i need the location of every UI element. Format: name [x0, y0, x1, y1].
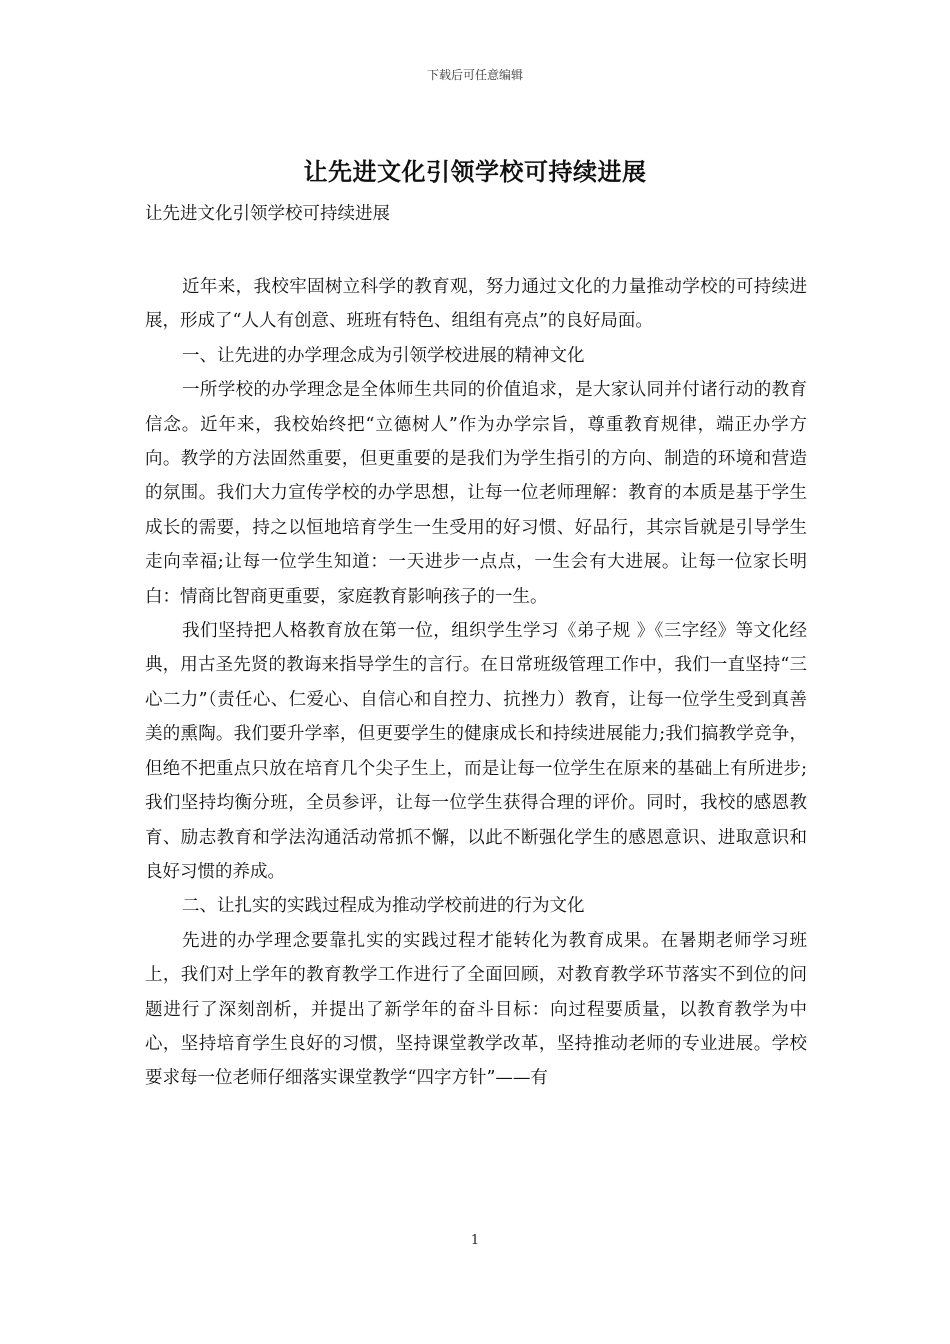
document-body: [145, 270, 807, 1096]
section-heading-1: 一、让先进的办学理念成为引领学校进展的精神文化: [182, 345, 585, 366]
header-note: 下载后可任意编辑: [426, 68, 523, 82]
page-number: 1: [470, 1233, 480, 1248]
document-subtitle: 让先进文化引领学校可持续进展: [145, 204, 390, 224]
paragraph-section-1-b: 我们坚持把人格教育放在第一位，组织学生学习《弟子规 》《三字经》等文化经典，用古圣先贤的教诲来指导学生的言行。在日常班级管理工作中，我们一直坚持“三心二力”（责任心、仁爱心、自信心和自控力、抗挫力）教育，让每一位学生受到真善美的熏陶。我们要升学率，但更要学生的健康成长和持续进展能力;我们搞教学竞争，但绝不把重点只放在培育几个尖子生上，而是让每一位学生在原来的基础上有所进步;我们坚持均衡分班，全员参评，让每一位学生获得合理的评价。同时，我校的感恩教育、励志教育和学法沟通活动常抓不懈，以此不断强化学生的感恩意识、进取意识和良好习惯的养成。: [145, 621, 807, 882]
paragraph-section-1-a: 一所学校的办学理念是全体师生共同的价值追求，是大家认同并付诸行动的教育信念。近年来，我校始终把“立德树人”作为办学宗旨，尊重教育规律，端正办学方向。教学的方法固然重要，但更重要的是我们为学生指引的方向、制造的环境和营造的氛围。我们大力宣传学校的办学思想，让每一位老师理解：教育的本质是基于学生成长的需要，持之以恒地培育学生一生受用的好习惯、好品行，其宗旨就是引导学生走向幸福;让每一位学生知道：一天进步一点点，一生会有大进展。让每一位家长明白：情商比智商更重要，家庭教育影响孩子的一生。: [145, 380, 807, 607]
document-title: 让先进文化引领学校可持续进展: [303, 157, 647, 186]
paragraph-intro: 近年来，我校牢固树立科学的教育观，努力通过文化的力量推动学校的可持续进展，形成了“人人有创意、班班有特色、组组有亮点”的良好局面。: [145, 277, 807, 332]
paragraph-section-2-a: 先进的办学理念要靠扎实的实践过程才能转化为教育成果。在暑期老师学习班上，我们对上学年的教育教学工作进行了全面回顾，对教育教学环节落实不到位的问题进行了深刻剖析，并提出了新学年的奋斗目标：向过程要质量，以教育教学为中心，坚持培育学生良好的习惯，坚持课堂教学改革，坚持推动老师的专业进展。学校要求每一位老师仔细落实课堂教学“四字方针”——有: [145, 930, 807, 1089]
section-heading-2: 二、让扎实的实践过程成为推动学校前进的行为文化: [182, 896, 585, 917]
